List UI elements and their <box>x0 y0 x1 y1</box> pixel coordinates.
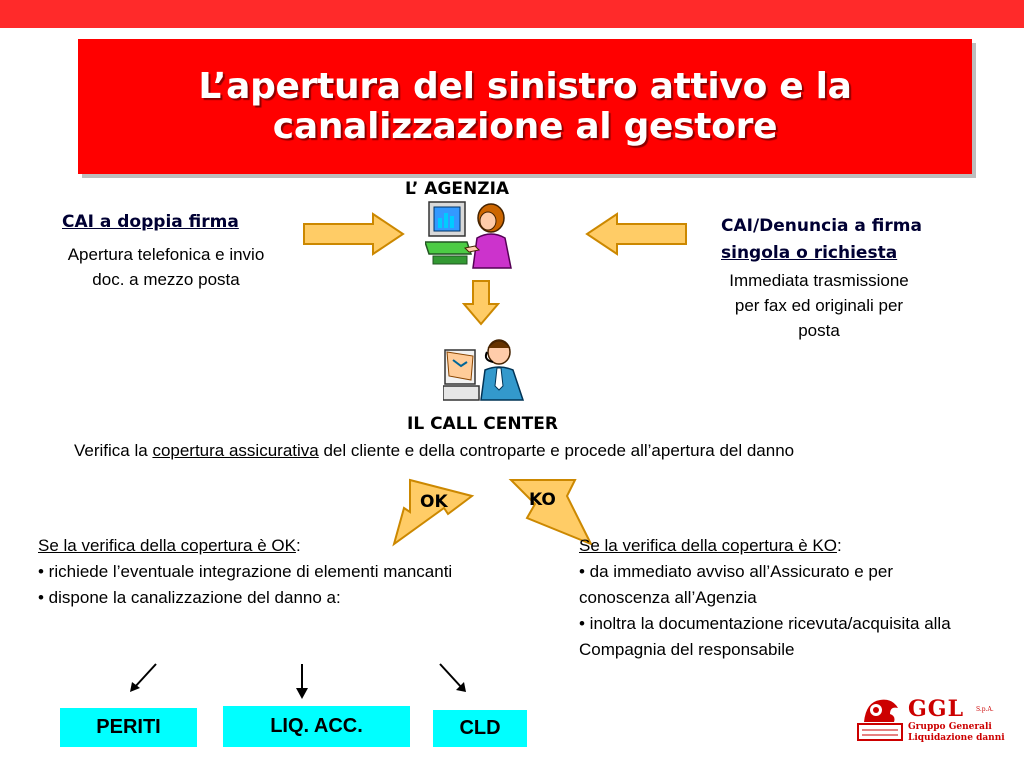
lion-logo-icon <box>856 694 906 744</box>
ok-branch-bullet-1: • richiede l’eventuale integrazione di elementi mancanti <box>38 562 453 581</box>
ko-branch-bullet-1: • da immediato avviso all’Assicurato e per conoscenza all’Agenzia <box>579 562 893 607</box>
title-banner <box>78 39 972 174</box>
call-center-operator-icon <box>443 336 525 402</box>
coverage-link[interactable]: copertura assicurativa <box>152 441 319 460</box>
arrow-down-icon <box>462 280 500 326</box>
ko-branch <box>579 533 971 663</box>
logo-line2: Liquidazione danni <box>908 733 1005 743</box>
arrow-right-icon <box>303 212 405 256</box>
call-center-text-after: del cliente e della controparte e procede all’apertura del danno <box>318 441 795 460</box>
cai-single-signature-text: Immediata trasmissione per fax ed originali per posta <box>729 271 909 340</box>
ko-branch-heading: Se la verifica della copertura è KO <box>579 536 837 555</box>
arrow-down-right-icon <box>436 662 468 694</box>
ok-branch-colon: : <box>295 536 301 555</box>
agency-woman-computer-icon <box>425 198 515 270</box>
call-center-text <box>74 438 954 463</box>
ggl-logo <box>856 694 1006 750</box>
logo-name: GGL <box>908 696 965 722</box>
cld-box: CLD <box>433 710 527 747</box>
periti-box: PERITI <box>60 708 197 747</box>
ok-branch-bullet-2: • dispone la canalizzazione del danno a: <box>38 588 341 607</box>
call-center-text-before: Verifica la <box>74 441 153 460</box>
liq-acc-box: LIQ. ACC. <box>223 706 410 747</box>
cai-double-signature-text: Apertura telefonica e invio doc. a mezzo posta <box>67 245 265 289</box>
arrow-down-small-icon <box>292 662 312 700</box>
cai-single-signature-heading-line1: CAI/Denuncia a firma <box>721 216 922 236</box>
arrow-left-icon <box>585 212 687 256</box>
ok-label: OK <box>420 492 448 512</box>
arrow-down-left-icon <box>128 662 160 694</box>
top-bar <box>0 0 1024 28</box>
cai-single-signature-heading-line2: singola o richiesta <box>721 243 898 263</box>
cai-double-signature-heading: CAI a doppia firma <box>62 212 239 232</box>
page-title: L’apertura del sinistro attivo e la canalizzazione al gestore <box>198 65 852 147</box>
call-center-label: IL CALL CENTER <box>407 414 558 434</box>
ok-branch-heading: Se la verifica della copertura è OK <box>38 536 296 555</box>
logo-suffix: S.p.A. <box>976 706 994 713</box>
ko-branch-heading-line <box>579 533 971 559</box>
ok-branch-heading-line <box>38 533 518 559</box>
ko-branch-colon: : <box>836 536 842 555</box>
ko-label: KO <box>529 490 556 510</box>
ko-branch-bullet-2: • inoltra la documentazione ricevuta/acquisita alla Compagnia del responsabile <box>579 614 951 659</box>
ok-branch <box>38 533 518 611</box>
agency-label: L’ AGENZIA <box>405 179 510 199</box>
logo-line1: Gruppo Generali <box>908 722 992 732</box>
